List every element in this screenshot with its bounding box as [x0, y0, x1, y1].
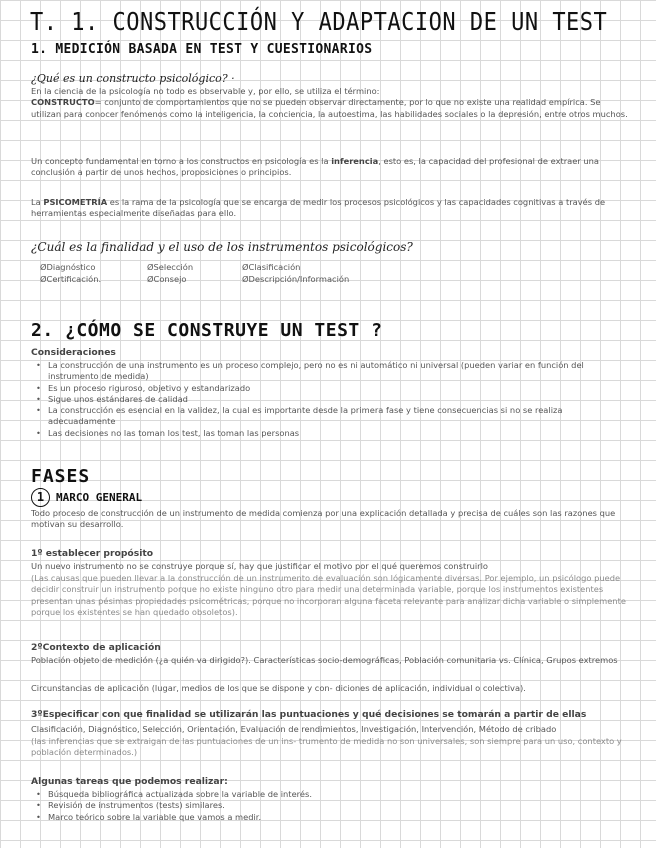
construct-term: CONSTRUCTO [31, 97, 95, 108]
step2-population: Población objeto de medición (¿a quién va dirigido?). Características socio-demográficas, Población comunitaria vs. Clínica, Grupos extremos [31, 655, 618, 665]
step3-title: 3ºEspecificar con que finalidad se utilizarán las puntuaciones y qué decisiones se tomarán a partir de ellas [31, 709, 587, 720]
list-item: • Es un proceso riguroso, objetivo y estandarizado [34, 383, 624, 394]
purpose-item: ØCertificación. [40, 274, 102, 284]
step2-title: 2ºContexto de aplicación [31, 642, 161, 653]
list-item: • La construcción es esencial en la validez, la cual es importante desde la primera fase y tiene consecuencias si no se realiza adecuadamente [34, 405, 624, 428]
phase-number-badge: 1 [31, 488, 50, 507]
phase1-title: MARCO GENERAL [56, 491, 143, 504]
question-purpose: ¿Cuál es la finalidad y el uso de los instrumentos psicológicos? [31, 240, 413, 254]
construct-definition [31, 97, 629, 120]
list-item: • Marco teórico sobre la variable que vamos a medir. [34, 812, 624, 823]
purpose-item: ØSelección [147, 262, 194, 272]
purpose-item: ØDiagnóstico [40, 262, 96, 272]
considerations-title: Consideraciones [31, 347, 116, 358]
inference-text-after: , esto es, la capacidad del profesional de extraer una conclusión a partir de unos hechos, proposiciones o principios. [31, 156, 599, 178]
inference-paragraph [31, 156, 629, 179]
construct-definition-text: = conjunto de comportamientos que no se pueden observar directamente, por lo que no existe una realidad empírica. Se utilizan para conocer fenómenos como la inteligencia, la conciencia, la autoestima, las habilidades sociales o la depresión, entre otros muchos. [31, 97, 628, 119]
step2-circumstances: Circunstancias de aplicación (lugar, medios de los que se dispone y con- diciones de aplicación, individual o colectiva). [31, 683, 526, 693]
tasks-list [34, 789, 624, 823]
step1-note: (Las causas que pueden llevar a la construcción de un instrumento de evaluación son lógicamente diversas. Por ejemplo, un psicólogo puede decidir construir un instrumento porque no existe ninguno otro para medir una determinada variable, porque los instrumentos existentes presentan unas pésimas propiedades psicométricas, porque no incorporan alguna faceta relevante para analizar dicha variable o simplemente porque los existentes se han quedado obsoletos). [31, 573, 626, 617]
step3-text: Clasificación, Diagnóstico, Selección, Orientación, Evaluación de rendimientos, Investigación, Intervención, Método de cribado [31, 724, 557, 734]
inference-term: inferencia [331, 156, 379, 166]
inference-text-before: Un concepto fundamental en torno a los constructos en psicología es la [31, 156, 329, 166]
step1-title: 1º establecer propósito [31, 548, 154, 559]
purpose-item: ØConsejo [147, 274, 187, 284]
construct-intro-line: En la ciencia de la psicología no todo es observable y, por ello, se utiliza el término: [31, 86, 380, 96]
list-item: • Las decisiones no las toman los test, las toman las personas [34, 428, 624, 439]
psychometry-term: PSICOMETRÍA [43, 197, 108, 207]
step3-note: (las inferencias que se extraigan de las puntuaciones de un ins- trumento de medida no son universales, son siempre para un uso, contexto y población determinados.) [31, 736, 622, 758]
section2-heading: 2. ¿CÓMO SE CONSTRUYE UN TEST ? [31, 320, 383, 341]
list-item: • Búsqueda bibliográfica actualizada sobre la variable de interés. [34, 789, 624, 800]
step1-text: Un nuevo instrumento no se construye porque sí, hay que justificar el motivo por el qué queremos construirlo [31, 561, 488, 571]
purposes-grid [40, 261, 442, 285]
tasks-title: Algunas tareas que podemos realizar: [31, 776, 228, 787]
phase1-heading [31, 487, 142, 507]
considerations-list [34, 360, 624, 439]
list-item: • Sigue unos estándares de calidad [34, 394, 624, 405]
list-item: • Revisión de instrumentos (tests) similares. [34, 800, 624, 811]
phases-title: FASES [31, 466, 91, 487]
page-title: T. 1. CONSTRUCCIÓN Y ADAPTACION DE UN TEST [30, 8, 608, 37]
purpose-item: ØClasificación [242, 262, 301, 272]
psychometry-text-before: La [31, 197, 41, 207]
question-construct: ¿Qué es un constructo psicológico? · [31, 72, 235, 85]
list-item: • La construcción de una instrumento es un proceso complejo, pero no es ni automático ni universal (pueden variar en función del instrumento de medida) [34, 360, 624, 383]
section1-heading: 1. MEDICIÓN BASADA EN TEST Y CUESTIONARIOS [31, 42, 373, 57]
construct-paragraph [31, 86, 629, 120]
psychometry-paragraph [31, 197, 629, 220]
phase1-intro: Todo proceso de construcción de un instrumento de medida comienza por una explicación detallada y precisa de cuáles son las razones que motivan su desarrollo. [31, 508, 616, 530]
purpose-item: ØDescripción/Información [242, 274, 350, 284]
psychometry-text-after: es la rama de la psicología que se encarga de medir los procesos psicológicos y las capacidades cognitivas a través de herramientas especialmente diseñadas para ello. [31, 197, 606, 219]
